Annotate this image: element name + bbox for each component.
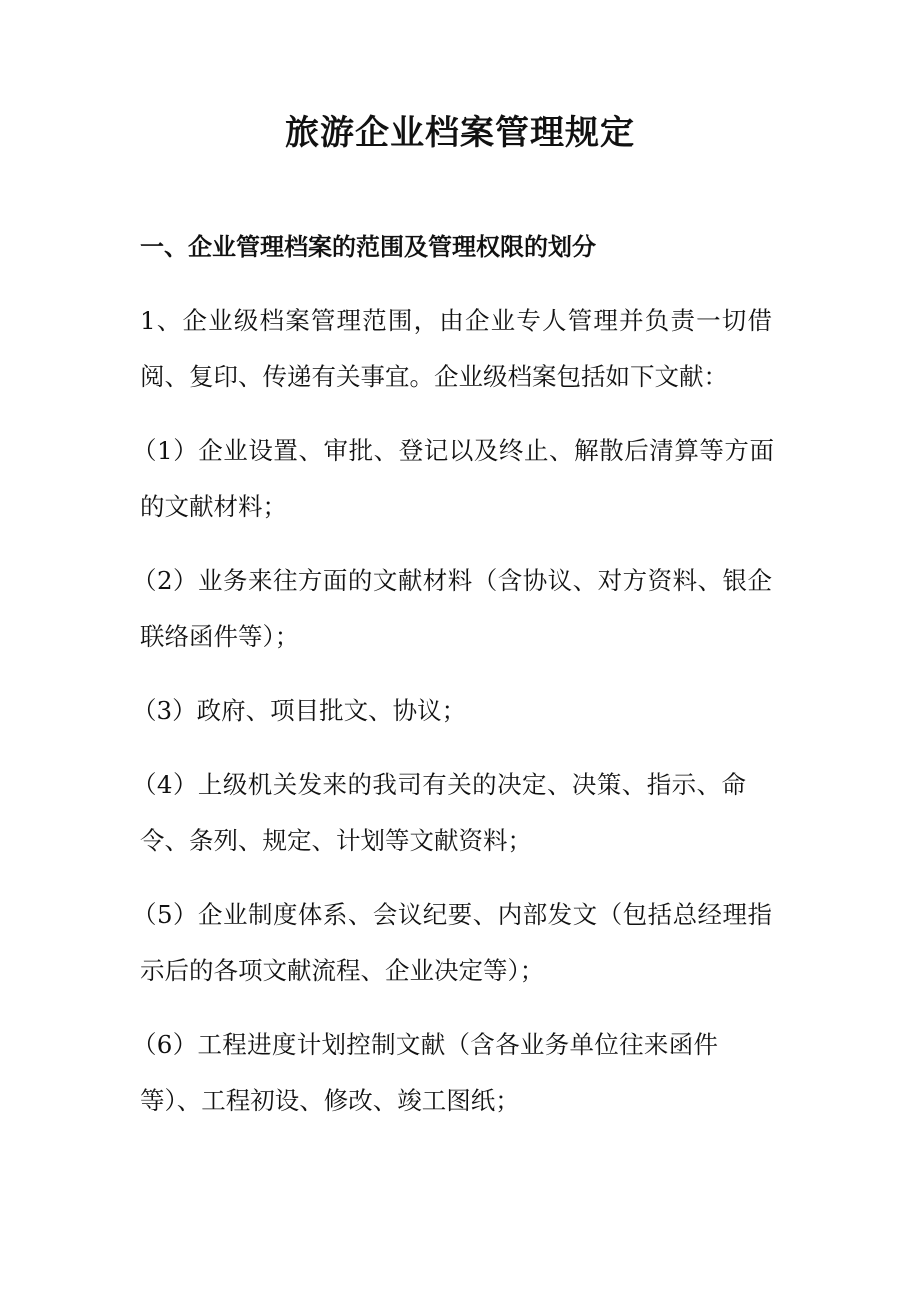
document-title: 旅游企业档案管理规定 [285, 113, 635, 153]
paragraph-line: （1）企业设置、审批、登记以及终止、解散后清算等方面 [132, 436, 774, 465]
paragraph-line: （3）政府、项目批文、协议； [132, 696, 467, 725]
section-heading: 一、企业管理档案的范围及管理权限的划分 [140, 232, 596, 261]
paragraph-line: 等）、工程初设、修改、竣工图纸； [140, 1086, 520, 1115]
paragraph-line: 1、企业级档案管理范围，由企业专人管理并负责一切借 [140, 306, 772, 335]
paragraph-line: 阅、复印、传递有关事宜。企业级档案包括如下文献： [140, 362, 728, 391]
paragraph-line: 示后的各项文献流程、企业决定等）； [140, 956, 545, 985]
paragraph-line: 联络函件等）； [140, 622, 300, 651]
paragraph-line: （2）业务来往方面的文献材料（含协议、对方资料、银企 [132, 566, 772, 595]
paragraph-line: （5）企业制度体系、会议纪要、内部发文（包括总经理指 [132, 900, 772, 929]
paragraph-line: 的文献材料； [140, 492, 287, 521]
paragraph-line: （4）上级机关发来的我司有关的决定、决策、指示、命 [132, 770, 746, 799]
paragraph-line: 令、条列、规定、计划等文献资料； [140, 826, 532, 855]
paragraph-line: （6）工程进度计划控制文献（含各业务单位往来函件 [132, 1030, 718, 1059]
